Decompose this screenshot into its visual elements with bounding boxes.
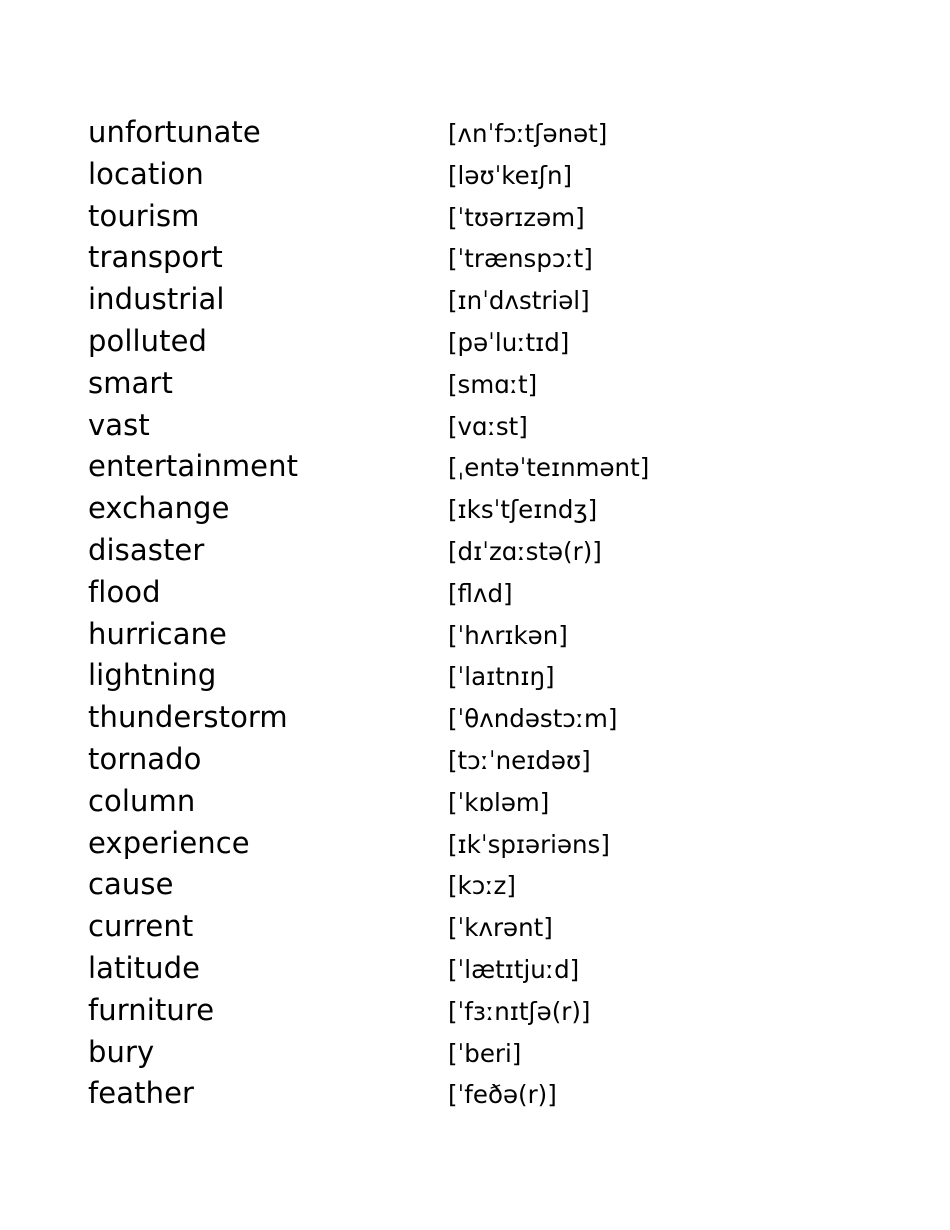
vocab-phonetic: [ˈberi] xyxy=(448,1038,522,1068)
vocab-word: current xyxy=(88,909,194,944)
vocab-row xyxy=(88,196,868,238)
vocab-word: unfortunate xyxy=(88,115,261,149)
vocab-row xyxy=(88,739,868,781)
vocab-phonetic: [kɔːz] xyxy=(448,871,516,901)
vocab-word: location xyxy=(88,156,204,191)
vocab-phonetic: [ˈfeðə(r)] xyxy=(448,1080,557,1110)
vocab-row xyxy=(88,279,868,321)
vocab-row xyxy=(88,697,868,739)
vocab-row xyxy=(88,530,868,572)
vocab-row xyxy=(88,906,868,948)
vocab-phonetic: [ˈlaɪtnɪŋ] xyxy=(448,662,555,692)
vocab-word: cause xyxy=(88,867,174,902)
vocab-phonetic: [ɪkˈspɪəriəns] xyxy=(448,829,610,859)
vocab-phonetic: [ləʊˈkeɪʃn] xyxy=(448,160,573,190)
vocab-row xyxy=(88,823,868,865)
vocab-word: disaster xyxy=(88,532,205,567)
vocab-word: thunderstorm xyxy=(88,700,288,735)
vocab-word: experience xyxy=(88,825,250,860)
vocab-row xyxy=(88,154,868,196)
vocab-phonetic: [ˈfɜːnɪtʃə(r)] xyxy=(448,996,591,1026)
vocab-phonetic: [ˈtʊərɪzəm] xyxy=(448,202,585,232)
vocab-phonetic: [ˈhʌrɪkən] xyxy=(448,620,568,650)
vocab-phonetic: [flʌd] xyxy=(448,578,513,608)
vocab-row xyxy=(88,363,868,405)
vocab-phonetic: [ˌentəˈteɪnmənt] xyxy=(448,453,650,483)
vocab-row xyxy=(88,614,868,656)
vocab-row xyxy=(88,1073,868,1115)
vocab-word: hurricane xyxy=(88,616,227,651)
vocab-word: exchange xyxy=(88,491,230,526)
vocab-word: flood xyxy=(88,574,161,609)
vocab-word: bury xyxy=(88,1034,155,1069)
vocab-row xyxy=(88,1032,868,1074)
vocab-word: entertainment xyxy=(88,449,299,484)
vocab-phonetic: [ˈθʌndəstɔːm] xyxy=(448,704,618,734)
vocab-phonetic: [smɑːt] xyxy=(448,369,538,399)
vocab-phonetic: [ˈlætɪtjuːd] xyxy=(448,954,580,984)
vocab-word: vast xyxy=(88,407,150,442)
vocab-word: industrial xyxy=(88,282,225,317)
vocab-word: column xyxy=(88,783,196,818)
vocab-word: polluted xyxy=(88,323,208,358)
vocab-row xyxy=(88,655,868,697)
vocab-phonetic: [ˈtrænspɔːt] xyxy=(448,244,593,274)
vocab-phonetic: [ɪksˈtʃeɪndʒ] xyxy=(448,495,598,525)
vocab-row xyxy=(88,781,868,823)
vocab-phonetic: [ʌnˈfɔːtʃənət] xyxy=(448,119,608,148)
vocab-word: transport xyxy=(88,240,223,275)
vocab-word: furniture xyxy=(88,992,215,1027)
vocab-word: latitude xyxy=(88,950,201,985)
vocab-row xyxy=(88,948,868,990)
vocab-phonetic: [pəˈluːtɪd] xyxy=(448,327,570,357)
vocab-word: lightning xyxy=(88,658,217,693)
vocabulary-list xyxy=(88,112,868,1115)
vocab-row xyxy=(88,405,868,447)
vocab-phonetic: [ˈkɒləm] xyxy=(448,787,550,817)
vocab-word: tourism xyxy=(88,198,200,233)
vocab-row xyxy=(88,321,868,363)
vocab-word: tornado xyxy=(88,741,202,776)
vocab-row xyxy=(88,446,868,488)
vocab-word: feather xyxy=(88,1076,195,1111)
vocab-phonetic: [tɔːˈneɪdəʊ] xyxy=(448,745,591,775)
vocab-row xyxy=(88,237,868,279)
vocab-phonetic: [vɑːst] xyxy=(448,411,528,441)
vocab-phonetic: [ɪnˈdʌstriəl] xyxy=(448,286,590,316)
vocab-word: smart xyxy=(88,365,173,400)
vocab-phonetic: [ˈkʌrənt] xyxy=(448,913,553,943)
vocab-phonetic: [dɪˈzɑːstə(r)] xyxy=(448,536,602,566)
vocab-row xyxy=(88,572,868,614)
vocab-row xyxy=(88,990,868,1032)
vocab-row xyxy=(88,864,868,906)
vocab-row xyxy=(88,112,868,154)
vocab-row xyxy=(88,488,868,530)
